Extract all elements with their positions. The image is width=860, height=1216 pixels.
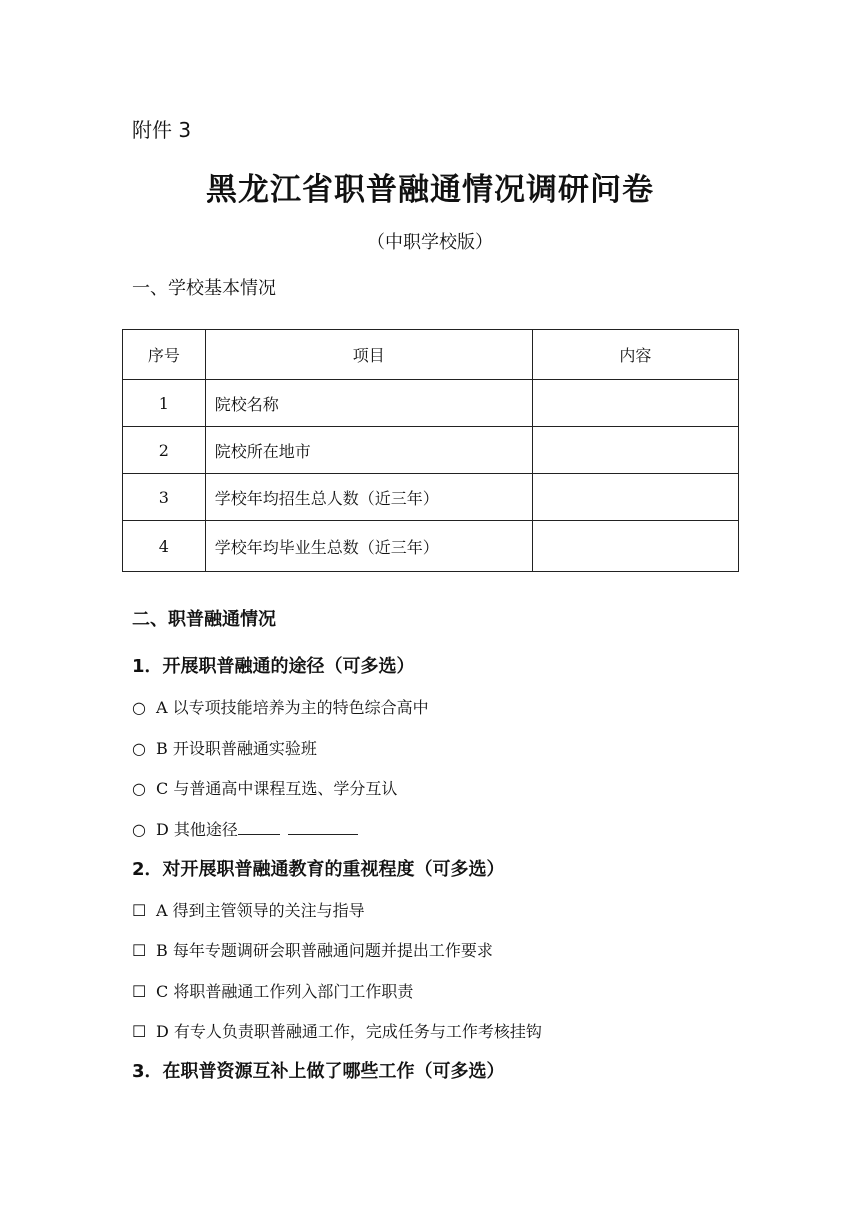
row-content-cell[interactable] [532,380,738,427]
question-2-title: 2．对开展职普融通教育的重视程度（可多选） [132,859,505,880]
radio-circle-icon[interactable]: ○ [132,739,146,758]
question-1-option-a[interactable] [132,695,429,718]
section-heading-integration: 二、职普融通情况 [132,609,276,630]
option-label: C 与普通高中课程互选、学分互认 [156,779,398,798]
question-2-option-a[interactable] [132,898,365,921]
row-item: 学校年均毕业生总数（近三年） [205,521,532,572]
header-content: 内容 [532,330,738,380]
fill-in-blank[interactable] [288,820,358,835]
row-num: 2 [123,427,206,474]
attachment-label: 附件 3 [132,118,192,142]
question-1-option-c[interactable] [132,776,397,799]
row-content-cell[interactable] [532,427,738,474]
question-2-option-d[interactable] [132,1019,542,1042]
question-1-option-b[interactable] [132,736,317,759]
header-num: 序号 [123,330,206,380]
table-row [123,474,739,521]
radio-circle-icon[interactable]: ○ [132,698,146,717]
row-num: 4 [123,521,206,572]
row-content-cell[interactable] [532,521,738,572]
checkbox-icon[interactable]: ☐ [132,982,147,1001]
table-row [123,521,739,572]
option-label: B 每年专题调研会职普融通问题并提出工作要求 [156,941,493,960]
row-item: 院校所在地市 [205,427,532,474]
table-header-row [123,330,739,380]
fill-in-blank[interactable] [238,820,280,835]
option-label: A 得到主管领导的关注与指导 [156,901,365,920]
page-subtitle: （中职学校版） [367,232,493,253]
table-row [123,380,739,427]
question-1-title: 1．开展职普融通的途径（可多选） [132,656,415,677]
question-2-option-c[interactable] [132,979,413,1002]
row-item: 学校年均招生总人数（近三年） [205,474,532,521]
question-1-option-d[interactable] [132,817,358,840]
radio-circle-icon[interactable]: ○ [132,779,146,798]
row-num: 1 [123,380,206,427]
row-content-cell[interactable] [532,474,738,521]
option-label: B 开设职普融通实验班 [156,739,317,758]
radio-circle-icon[interactable]: ○ [132,820,146,839]
page-title: 黑龙江省职普融通情况调研问卷 [206,172,654,208]
question-3-title: 3．在职普资源互补上做了哪些工作（可多选） [132,1061,505,1082]
header-item: 项目 [205,330,532,380]
option-label: D 有专人负责职普融通工作，完成任务与工作考核挂钩 [156,1022,542,1041]
section-heading-basic-info: 一、学校基本情况 [132,278,276,299]
option-label: C 将职普融通工作列入部门工作职责 [156,982,414,1001]
question-2-option-b[interactable] [132,938,493,961]
row-item: 院校名称 [205,380,532,427]
option-label: A 以专项技能培养为主的特色综合高中 [156,698,429,717]
option-label: D 其他途径 [156,820,238,839]
checkbox-icon[interactable]: ☐ [132,941,147,960]
checkbox-icon[interactable]: ☐ [132,1022,147,1041]
checkbox-icon[interactable]: ☐ [132,901,147,920]
school-info-table [122,329,739,572]
table-row [123,427,739,474]
row-num: 3 [123,474,206,521]
